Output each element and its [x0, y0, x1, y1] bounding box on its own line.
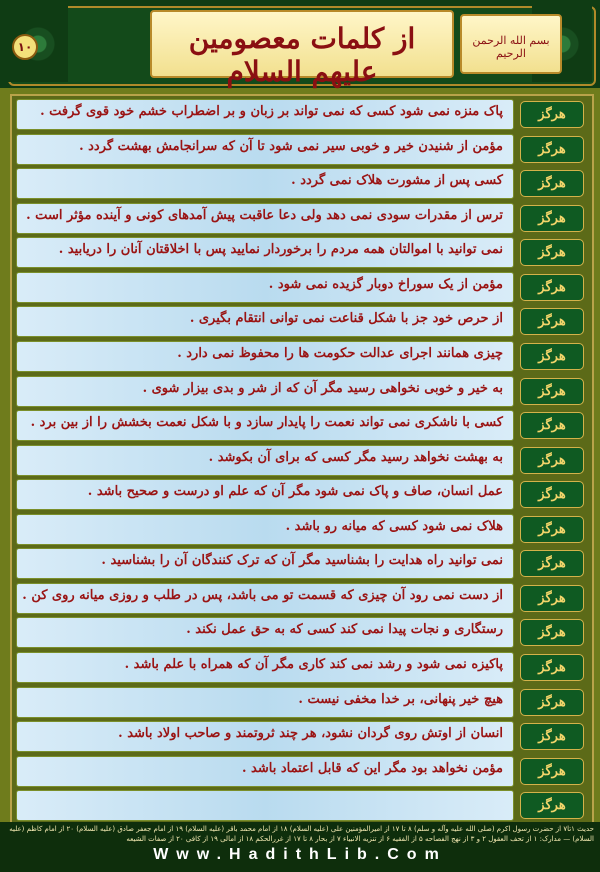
- hadith-row: [12, 545, 592, 580]
- hargez-label: هرگز: [538, 141, 566, 157]
- basmala-box: [460, 14, 562, 74]
- hadith-text-cell: [16, 410, 514, 441]
- hadith-text: کسی با ناشکری نمی تواند نعمت را پایدار سازد و با شکل نعمت بخشش را از بین برد .: [30, 415, 503, 431]
- hargez-label: هرگز: [538, 176, 566, 192]
- hargez-label-box: [520, 447, 584, 474]
- footer: [0, 822, 600, 872]
- hargez-label: هرگز: [538, 694, 566, 710]
- hargez-label: هرگز: [538, 418, 566, 434]
- hargez-label-box: [520, 412, 584, 439]
- hadith-row: [12, 649, 592, 684]
- hadith-text: به بهشت نخواهد رسید مگر کسی که برای آن بکوشد .: [208, 449, 503, 465]
- hadith-text-cell: [16, 514, 514, 545]
- hargez-label: هرگز: [538, 348, 566, 364]
- hadith-row: [12, 131, 592, 166]
- hargez-label-box: [520, 723, 584, 750]
- hadith-text: نمی توانید راه هدایت را بشناسید مگر آن که ترک کنندگان آن را بشناسید .: [101, 553, 503, 569]
- hadith-row: [12, 303, 592, 338]
- hadith-text-cell: [16, 203, 514, 234]
- hadith-text: عمل انسان، صاف و پاک نمی شود مگر آن که علم او درست و صحیح باشد .: [87, 484, 503, 500]
- hadith-text: پاک منزه نمی شود کسی که نمی تواند بر زبان و بر اضطراب خشم خود قوی گرفت .: [40, 104, 503, 119]
- hadith-row: [12, 338, 592, 373]
- hadith-row: [12, 269, 592, 304]
- hargez-label: هرگز: [538, 521, 566, 537]
- title-box: [150, 10, 454, 88]
- hargez-label: هرگز: [538, 107, 566, 122]
- hargez-label: هرگز: [538, 625, 566, 641]
- hargez-label: هرگز: [538, 487, 566, 503]
- hargez-label: هرگز: [538, 556, 566, 572]
- hadith-text: رستگاری و نجات پیدا نمی کند کسی که به حق عمل نکند .: [186, 622, 503, 638]
- hadith-text: ترس از مقدرات سودی نمی دهد ولی دعا عاقبت پیش آمدهای کونی و آینده مؤثر است .: [26, 207, 503, 223]
- hargez-label-box: [520, 585, 584, 612]
- page-title: از کلمات معصومین علیهم السلام: [188, 22, 416, 88]
- hargez-label-box: [520, 481, 584, 508]
- hadith-row: [12, 614, 592, 649]
- hadith-row: [12, 787, 592, 822]
- hargez-label: هرگز: [538, 590, 566, 606]
- hadith-row: [12, 200, 592, 235]
- hargez-label-box: [520, 689, 584, 716]
- hadith-text: به خیر و خوبی نخواهی رسید مگر آن که از شر و بدی بیزار شوی .: [142, 380, 503, 396]
- hadith-row: [12, 476, 592, 511]
- hadith-row: [12, 511, 592, 546]
- hargez-label: هرگز: [538, 798, 566, 814]
- hargez-label-box: [520, 619, 584, 646]
- hadith-text-cell: [16, 790, 514, 821]
- hargez-label-box: [520, 274, 584, 301]
- hadith-text: از دست نمی رود آن چیزی که قسمت تو می باشد، پس در طلب و روزی میانه روی کن .: [22, 587, 503, 603]
- hadith-text-cell: [16, 168, 514, 199]
- hargez-label: هرگز: [538, 314, 566, 330]
- hadith-row: [12, 96, 592, 131]
- hadith-text-cell: [16, 479, 514, 510]
- hadith-text: مؤمن از یک سوراخ دوبار گزیده نمی شود .: [268, 276, 503, 292]
- hadith-text: هلاک نمی شود کسی که میانه رو باشد .: [285, 518, 503, 534]
- hadith-text: کسی پس از مشورت هلاک نمی گردد .: [291, 173, 503, 189]
- hargez-label-box: [520, 170, 584, 197]
- hadith-text-cell: [16, 134, 514, 165]
- hargez-label: هرگز: [538, 763, 566, 779]
- hadith-row: [12, 442, 592, 477]
- hadith-row: [12, 407, 592, 442]
- hadith-row: [12, 373, 592, 408]
- hargez-label: هرگز: [538, 383, 566, 399]
- hargez-label-box: [520, 308, 584, 335]
- references-text: حدیث ۱تا۷ از حضرت رسول اکرم (صلی الله علیه وآله و سلم) ۸ تا ۱۷ از امیرالمؤمنین علی (علیه السلام) ۱۸ از امام محمد باقر (علیه السلام) ۱۹ از امام جعفر صادق (علیه السلام) ۲۰ از امام کاظم (علیه السلام) — مدارک: ۱ از تحف العقول ۲ و ۳ از نهج الفصاحه ۵ از الفقیه ۶ از تنزیه الانبیاء ۷ از بحار ۸ تا ۱۷ از غررالحکم ۱۸ از امالی ۱۹ از کافی ۲۰ از صفات الشیعه: [9, 825, 594, 843]
- basmala-text: بسم الله الرحمن الرحیم: [472, 34, 550, 60]
- hargez-label-box: [520, 516, 584, 543]
- hargez-label: هرگز: [538, 245, 566, 261]
- hadith-text-cell: [16, 272, 514, 303]
- hadith-text: از حرص خود جز با شکل قناعت نمی توانی انتقام بگیری .: [189, 311, 503, 327]
- hargez-label-box: [520, 792, 584, 819]
- hargez-label-box: [520, 239, 584, 266]
- hargez-label-box: [520, 343, 584, 370]
- hadith-text-cell: [16, 341, 514, 372]
- hadith-row: [12, 718, 592, 753]
- hadith-text: مؤمن از شنیدن خیر و خوبی سیر نمی شود تا آن که سرانجامش بهشت گردد .: [79, 138, 503, 154]
- rows-container: [12, 96, 592, 822]
- hadith-text: نمی توانید با اموالتان همه مردم را برخوردار نمایید پس با اخلاقتان آنان را دریابید .: [58, 242, 503, 258]
- hargez-label: هرگز: [538, 279, 566, 295]
- hadith-text: انسان از اوتش روی گردان نشود، هر چند ثروتمند و صاحب اولاد باشد .: [118, 726, 503, 742]
- hargez-label-box: [520, 654, 584, 681]
- website-link[interactable]: Www.HadithLib.Com: [153, 846, 447, 863]
- hargez-label-box: [520, 101, 584, 128]
- hargez-label-box: [520, 550, 584, 577]
- hadith-text: مؤمن نخواهد بود مگر این که قابل اعتماد باشد .: [241, 760, 503, 776]
- hadith-text-cell: [16, 721, 514, 752]
- hadith-row: [12, 165, 592, 200]
- hadith-text-cell: [16, 652, 514, 683]
- hargez-label-box: [520, 136, 584, 163]
- hadith-text-cell: [16, 548, 514, 579]
- hadith-row: [12, 753, 592, 788]
- hargez-label-box: [520, 378, 584, 405]
- hadith-text-cell: [16, 237, 514, 268]
- hadith-text: هیچ خیر پنهانی، بر خدا مخفی نیست .: [298, 691, 503, 707]
- page-number-badge: ۱۰: [12, 34, 38, 60]
- header: [0, 0, 600, 88]
- hadith-text-cell: [16, 376, 514, 407]
- hadith-row: [12, 580, 592, 615]
- hargez-label-box: [520, 205, 584, 232]
- hadith-text-cell: [16, 756, 514, 787]
- hadith-text-cell: [16, 687, 514, 718]
- hadith-text-cell: [16, 583, 514, 614]
- hargez-label: هرگز: [538, 729, 566, 745]
- hargez-label: هرگز: [538, 210, 566, 226]
- hadith-text-cell: [16, 306, 514, 337]
- hargez-label: هرگز: [538, 452, 566, 468]
- hadith-text-cell: [16, 99, 514, 130]
- hadith-text: چیزی همانند اجرای عدالت حکومت ها را محفوظ نمی دارد .: [177, 345, 503, 361]
- hargez-label: هرگز: [538, 660, 566, 675]
- hadith-text-cell: [16, 617, 514, 648]
- hadith-list: [10, 94, 594, 824]
- hadith-row: [12, 684, 592, 719]
- hargez-label-box: [520, 758, 584, 785]
- hadith-text: پاکیزه نمی شود و رشد نمی کند کاری مگر آن که همراه با علم باشد .: [124, 657, 503, 672]
- hadith-row: [12, 234, 592, 269]
- hadith-text-cell: [16, 445, 514, 476]
